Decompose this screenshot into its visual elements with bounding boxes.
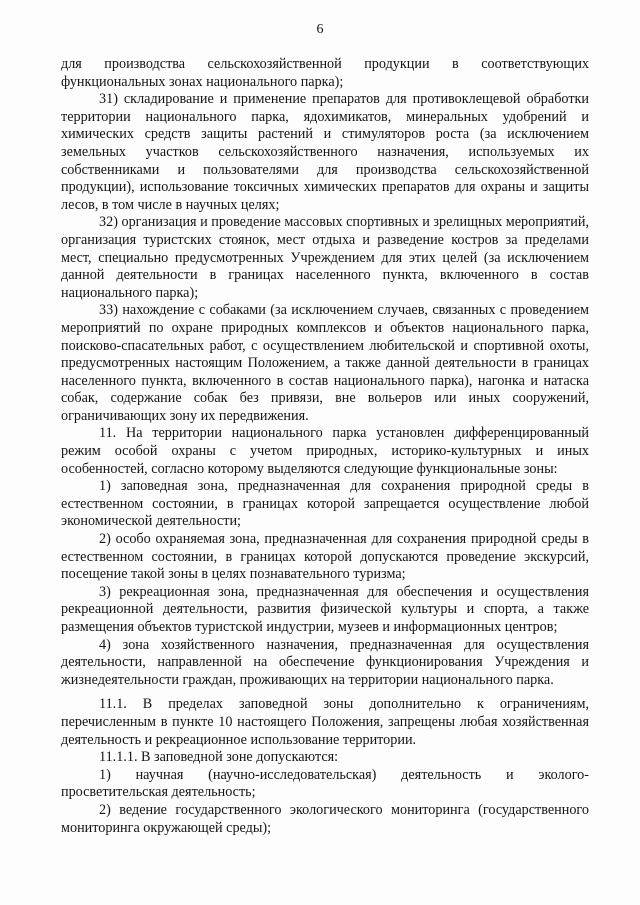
paragraph-item-33: 33) нахождение с собаками (за исключением случаев, связанных с проведением мероприятий по охране природных комплексов и объектов национального парка, поисково-спасательных работ, с осуществлением любительской и спортивной охоты, предусмотренных настоящим Положением, а также данной деятельности в границах населенного пункта, включенного в состав национального парка), нагонка и натаска собак, содержание собак без привязи, вне вольеров или иных сооружений, ограничивающих зону их передвижения. — [61, 302, 589, 424]
paragraph-item-31: 31) складирование и применение препаратов для противоклещевой обработки территории национального парка, ядохимикатов, минеральных удобрений и химических средств защиты растений и стимуляторов роста (за исключением земельных участков сельскохозяйственного назначения, используемых их собственниками и пользователями для производства сельскохозяйственной продукции), использование токсичных химических препаратов для охраны и защиты лесов, в том числе в научных целях; — [61, 91, 589, 213]
paragraph-zone-3: 3) рекреационная зона, предназначенная для обеспечения и осуществления рекреационной деятельности, развития физической культуры и спорта, а также размещения объектов туристской индустрии, музеев и информационных центров; — [61, 583, 589, 635]
document-body — [61, 56, 589, 837]
paragraph-zone-1: 1) заповедная зона, предназначенная для сохранения природной среды в естественном состоянии, в границах которой запрещается осуществление любой экономической деятельности; — [61, 478, 589, 530]
paragraph-continuation: для производства сельскохозяйственной продукции в соответствующих функциональных зонах национального парка); — [61, 56, 589, 90]
paragraph-allowed-2: 2) ведение государственного экологического мониторинга (государственного мониторинга окружающей среды); — [61, 801, 589, 836]
paragraph-clause-11-1-1: 11.1.1. В заповедной зоне допускаются: — [99, 749, 339, 766]
paragraph-clause-11-1: 11.1. В пределах заповедной зоны дополнительно к ограничениям, перечисленным в пункте 10 настоящего Положения, запрещены любая хозяйственная деятельность и рекреационное использование территории. — [61, 696, 589, 748]
page-number: 6 — [316, 22, 324, 37]
paragraph-zone-4: 4) зона хозяйственного назначения, предназначенная для осуществления деятельности, направленной на обеспечение функционирования Учреждения и жизнедеятельности граждан, проживающих на территории национального парка. — [61, 636, 589, 688]
paragraph-allowed-1: 1) научная (научно-исследовательская) деятельность и эколого-просветительская деятельность; — [61, 766, 589, 801]
paragraph-clause-11: 11. На территории национального парка установлен дифференцированный режим особой охраны с учетом природных, историко-культурных и иных особенностей, согласно которому выделяются следующие функциональные зоны: — [61, 425, 589, 477]
paragraph-zone-2: 2) особо охраняемая зона, предназначенная для сохранения природной среды в естественном состоянии, в границах которой допускаются проведение экскурсий, посещение такой зоны в целях познавательного туризма; — [61, 531, 589, 583]
paragraph-item-32: 32) организация и проведение массовых спортивных и зрелищных мероприятий, организация туристских стоянок, мест отдыха и разведение костров за пределами мест, специально предусмотренных Учреждением для этих целей (за исключением данной деятельности в границах населенного пункта, включенного в состав национального парка); — [61, 214, 589, 301]
